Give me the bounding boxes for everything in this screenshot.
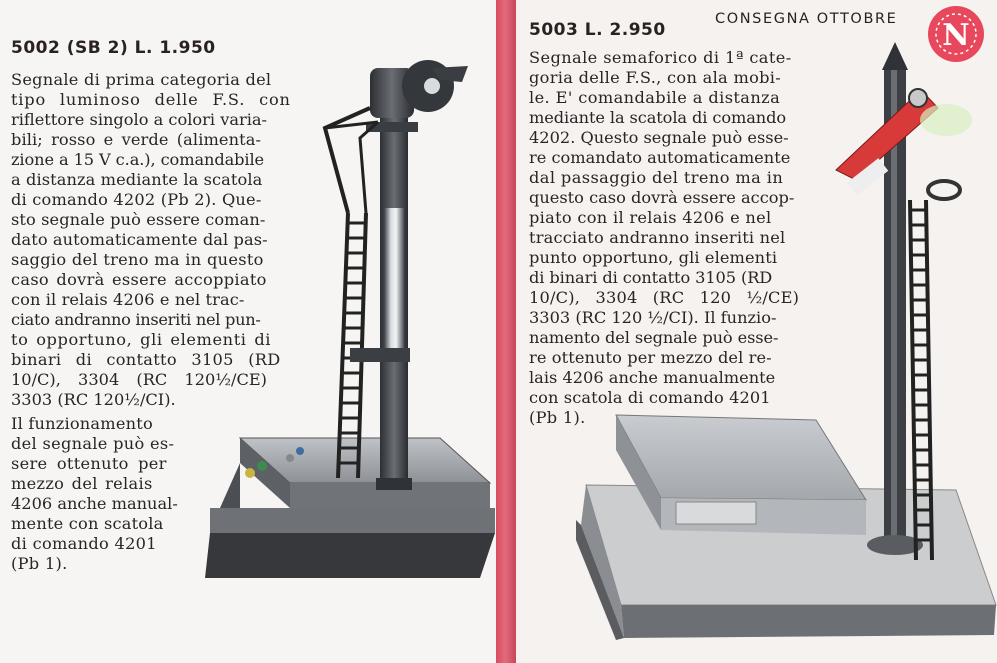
description-line: di comando 4202 (Pb 2). Que- <box>11 190 262 209</box>
description-line: mente con scatola <box>11 514 164 533</box>
description-line: 10/C), 3304 (RC 120 ½/CE) <box>529 288 800 307</box>
description-line: (Pb 1). <box>11 554 68 573</box>
description-line: binari di contatto 3105 (RD <box>11 350 281 369</box>
item-heading-5003: 5003 L. 2.950 <box>529 20 666 40</box>
description-line: riflettore singolo a colori varia- <box>11 110 268 129</box>
description-line: goria delle F.S., con ala mobi- <box>529 68 782 87</box>
semaphore-signal-illustration <box>566 30 997 650</box>
right-page <box>516 0 997 663</box>
description-line: sto segnale può essere coman- <box>11 210 266 229</box>
description-line: tipo luminoso delle F.S. con <box>11 90 291 109</box>
description-line: to opportuno, gli elementi di <box>11 330 272 349</box>
description-line: namento del segnale può esse- <box>529 328 779 347</box>
description-line: 10/C), 3304 (RC 120½/CE) <box>11 370 267 389</box>
description-line: 4202. Questo segnale può esse- <box>529 128 789 147</box>
description-line: 3303 (RC 120½/CI). <box>11 390 176 409</box>
description-line: mediante la scatola di comando <box>529 108 787 127</box>
description-line: Il funzionamento <box>11 414 153 433</box>
description-line: a distanza mediante la scatola <box>11 170 263 189</box>
logo-letter: N <box>942 18 970 53</box>
luminous-signal-illustration <box>200 38 496 598</box>
description-line: caso dovrà essere accoppiato <box>11 270 267 289</box>
description-line: Segnale di prima categoria del <box>11 70 272 89</box>
description-line: 3303 (RC 120 ½/CI). Il funzio- <box>529 308 777 327</box>
description-line: zione a 15 V c.a.), comandabile <box>11 150 265 169</box>
description-line: re ottenuto per mezzo del re- <box>529 348 772 367</box>
description-line: dato automaticamente dal pas- <box>11 230 268 249</box>
description-line: punto opportuno, gli elementi <box>529 248 778 267</box>
left-page <box>0 0 496 663</box>
description-line: bili; rosso e verde (alimenta- <box>11 130 262 149</box>
page-spine <box>496 0 516 663</box>
item-heading-5002: 5002 (SB 2) L. 1.950 <box>11 38 216 58</box>
description-line: di comando 4201 <box>11 534 157 553</box>
description-line: piato con il relais 4206 e nel <box>529 208 772 227</box>
description-line: sere ottenuto per <box>11 454 167 473</box>
description-line: (Pb 1). <box>529 408 586 427</box>
description-line: lais 4206 anche manualmente <box>529 368 776 387</box>
description-line: questo caso dovrà essere accop- <box>529 188 795 207</box>
description-line: ciato andranno inseriti nel pun- <box>11 310 261 329</box>
description-line: 4206 anche manual- <box>11 494 178 513</box>
description-line: mezzo del relais <box>11 474 153 493</box>
delivery-note: CONSEGNA OTTOBRE <box>715 11 898 27</box>
description-line: le. E' comandabile a distanza <box>529 88 781 107</box>
description-line: Segnale semaforico di 1ª cate- <box>529 48 792 67</box>
description-line: dal passaggio del treno ma in <box>529 168 784 187</box>
description-line: re comandato automaticamente <box>529 148 791 167</box>
description-line: saggio del treno ma in questo <box>11 250 264 269</box>
description-line: di binari di contatto 3105 (RD <box>529 268 773 287</box>
description-line: del segnale può es- <box>11 434 175 453</box>
description-line: tracciato andranno inseriti nel <box>529 228 786 247</box>
description-line: con scatola di comando 4201 <box>529 388 771 407</box>
description-line: con il relais 4206 e nel trac- <box>11 290 245 309</box>
